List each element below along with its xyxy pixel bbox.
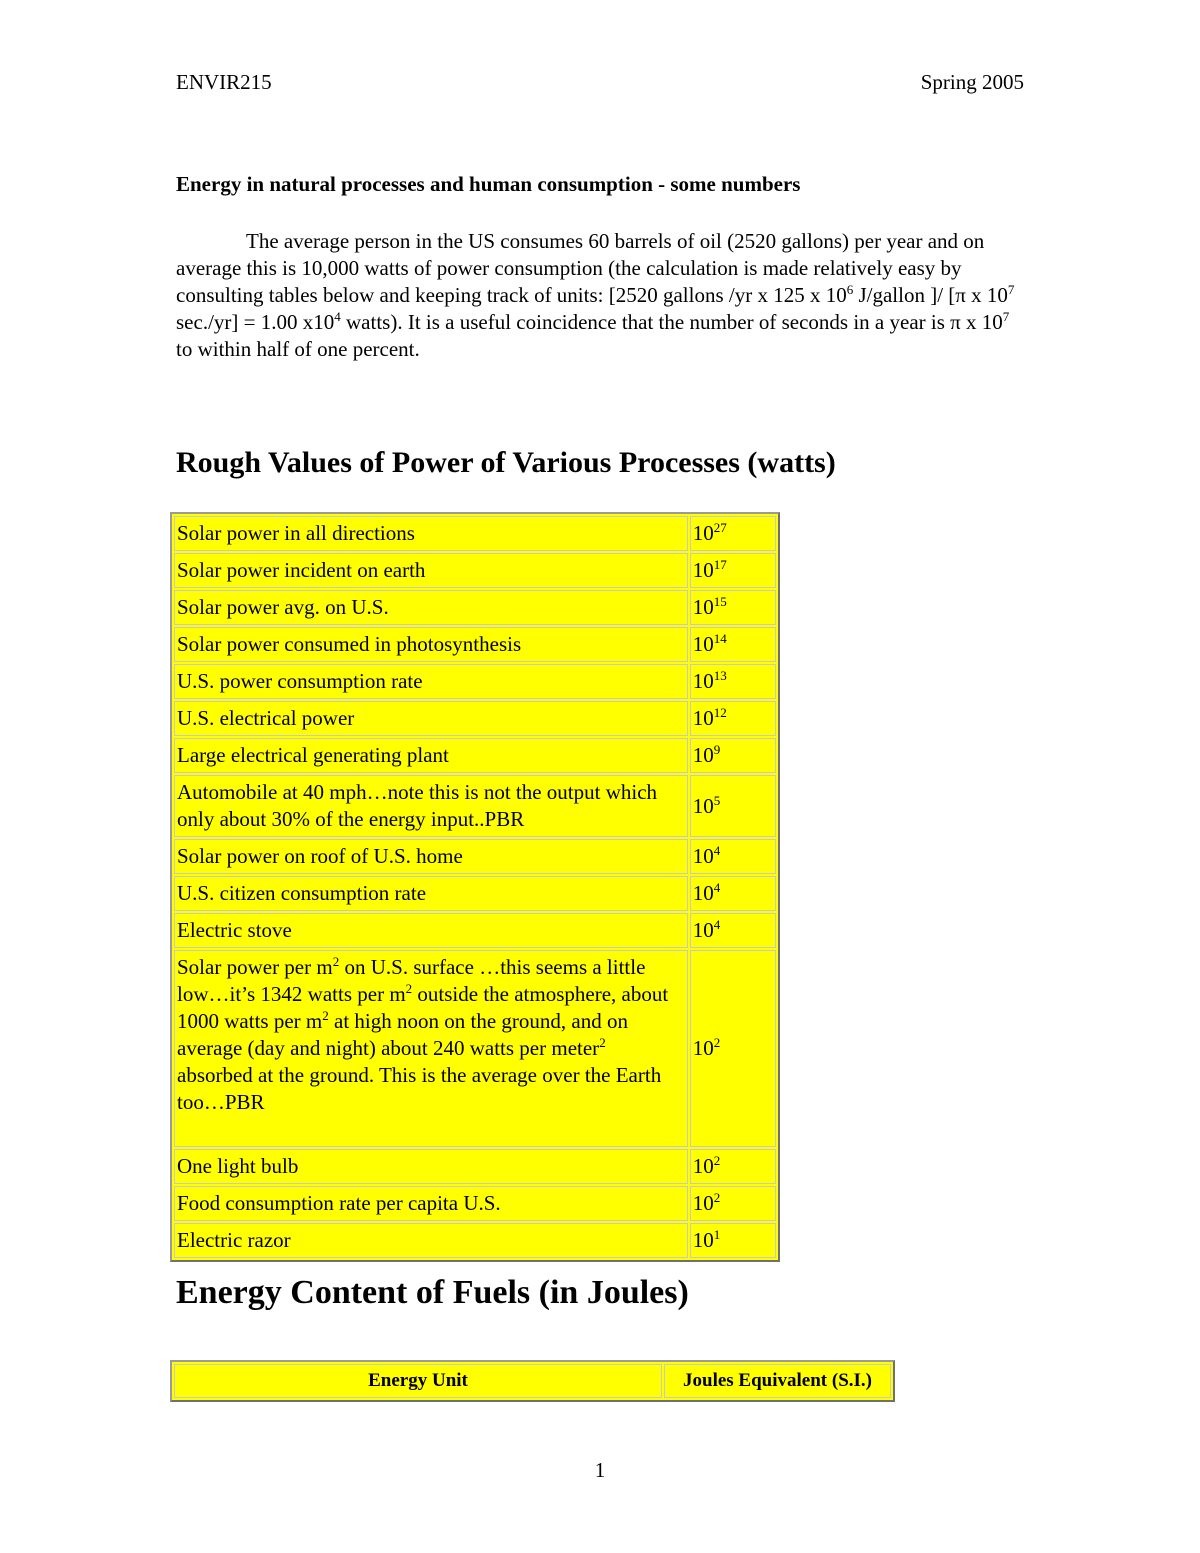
power-exponent: 17 — [713, 557, 727, 572]
table-row — [174, 627, 776, 662]
intro-exp-2: 7 — [1007, 282, 1015, 297]
power-exponent: 13 — [713, 668, 727, 683]
intro-exp-4: 7 — [1002, 309, 1010, 324]
power-base: 10 — [692, 793, 714, 818]
process-cell: Automobile at 40 mph…note this is not the output which only about 30% of the energy input..PBR — [174, 775, 688, 837]
process-cell: Solar power consumed in photosynthesis — [174, 627, 688, 662]
power-base: 10 — [692, 632, 714, 656]
process-cell: Solar power in all directions — [174, 516, 688, 551]
power-value-cell — [690, 839, 776, 874]
fuels-table-heading: Energy Content of Fuels (in Joules) — [176, 1274, 689, 1311]
process-cell: Electric stove — [174, 913, 688, 948]
power-value-cell — [690, 913, 776, 948]
process-cell: U.S. citizen consumption rate — [174, 876, 688, 911]
power-base: 10 — [692, 558, 714, 582]
table-row — [174, 738, 776, 773]
power-value-cell — [690, 590, 776, 625]
power-exponent: 1 — [713, 1227, 721, 1242]
page-number: 1 — [594, 1458, 606, 1482]
power-base: 10 — [692, 844, 714, 868]
process-text: on U.S. surface …this seems a little low…it’s 1342 watts per m — [177, 955, 646, 1006]
course-code: ENVIR215 — [176, 70, 272, 94]
page-header — [176, 70, 1024, 100]
table-row — [174, 950, 776, 1147]
power-base: 10 — [692, 595, 714, 619]
intro-text-5: to within half of one percent. — [176, 337, 420, 361]
power-exponent: 4 — [713, 880, 721, 895]
energy-unit-header: Energy Unit — [174, 1364, 662, 1398]
table-row — [174, 839, 776, 874]
process-cell: Large electrical generating plant — [174, 738, 688, 773]
power-value-cell — [690, 1149, 776, 1184]
power-exponent: 5 — [713, 792, 721, 808]
process-cell: Electric razor — [174, 1223, 688, 1258]
term-label: Spring 2005 — [920, 70, 1024, 94]
power-value-cell — [690, 664, 776, 699]
table-row — [174, 775, 776, 837]
table-row — [174, 1149, 776, 1184]
power-table — [170, 512, 780, 1262]
power-exponent: 4 — [713, 917, 721, 932]
power-value-cell — [690, 950, 776, 1147]
power-base: 10 — [692, 1154, 714, 1178]
power-value-cell — [690, 553, 776, 588]
process-text: absorbed at the ground. This is the average over the Earth too…PBR — [177, 1063, 662, 1114]
power-exponent: 2 — [713, 1035, 721, 1050]
power-table-heading: Rough Values of Power of Various Processes (watts) — [176, 446, 836, 479]
power-base: 10 — [692, 743, 714, 767]
table-row — [174, 876, 776, 911]
fuels-table — [170, 1360, 895, 1402]
power-base: 10 — [692, 521, 714, 545]
power-exponent: 27 — [713, 520, 727, 535]
power-exponent: 4 — [713, 843, 721, 858]
intro-exp-1: 6 — [846, 282, 854, 297]
power-value-cell — [690, 1186, 776, 1221]
table-row — [174, 553, 776, 588]
power-base: 10 — [692, 881, 714, 905]
unit-exponent: 2 — [332, 954, 340, 969]
power-value-cell — [690, 1223, 776, 1258]
power-value-cell — [690, 701, 776, 736]
table-row — [174, 516, 776, 551]
power-value-cell — [690, 627, 776, 662]
process-text: Solar power per m — [177, 955, 333, 979]
table-row — [174, 664, 776, 699]
intro-text-4: watts). It is a useful coincidence that the number of seconds in a year is π x 10 — [340, 310, 1003, 334]
unit-exponent: 2 — [322, 1008, 329, 1023]
table-row — [174, 913, 776, 948]
unit-exponent: 2 — [405, 981, 413, 996]
intro-exp-3: 4 — [334, 309, 341, 324]
process-cell: Solar power on roof of U.S. home — [174, 839, 688, 874]
intro-text-2: J/gallon ]/ [π x 10 — [853, 283, 1008, 307]
power-value-cell — [690, 876, 776, 911]
table-row — [174, 1223, 776, 1258]
power-exponent: 2 — [713, 1190, 721, 1205]
intro-text-3: sec./yr] = 1.00 x10 — [176, 310, 335, 334]
process-cell: U.S. electrical power — [174, 701, 688, 736]
process-cell — [174, 950, 688, 1147]
power-value-cell — [690, 738, 776, 773]
power-value-cell — [690, 516, 776, 551]
fuels-table-header-row — [174, 1364, 891, 1398]
process-cell: U.S. power consumption rate — [174, 664, 688, 699]
power-base: 10 — [692, 1191, 714, 1215]
power-base: 10 — [692, 918, 714, 942]
power-exponent: 9 — [713, 742, 721, 757]
table-row — [174, 701, 776, 736]
intro-paragraph — [176, 228, 1028, 363]
power-base: 10 — [692, 1228, 714, 1252]
power-value-cell — [690, 775, 776, 837]
process-cell: One light bulb — [174, 1149, 688, 1184]
power-exponent: 2 — [713, 1153, 721, 1168]
document-title: Energy in natural processes and human consumption - some numbers — [176, 172, 801, 196]
process-cell: Solar power incident on earth — [174, 553, 688, 588]
power-base: 10 — [692, 669, 714, 693]
table-row — [174, 590, 776, 625]
power-exponent: 12 — [713, 705, 727, 720]
power-base: 10 — [692, 706, 714, 730]
table-row — [174, 1186, 776, 1221]
process-text: outside the atmosphere, about 1000 watts per m — [177, 982, 669, 1033]
process-text: at high noon on the ground, and on average (day and night) about 240 watts per meter — [177, 1009, 628, 1060]
process-cell: Food consumption rate per capita U.S. — [174, 1186, 688, 1221]
intro-text-1: The average person in the US consumes 60 barrels of oil (2520 gallons) per year and on average this is 10,000 watts of power consumption (the calculation is made relatively easy by consulting tables below and keeping track of units: [2520 gallons /yr x 125 x 10 — [176, 229, 985, 307]
joules-equivalent-header: Joules Equivalent (S.I.) — [664, 1364, 891, 1398]
power-base: 10 — [692, 1036, 714, 1060]
process-cell: Solar power avg. on U.S. — [174, 590, 688, 625]
power-exponent: 14 — [713, 631, 727, 646]
unit-exponent: 2 — [599, 1035, 606, 1050]
power-exponent: 15 — [713, 594, 727, 609]
